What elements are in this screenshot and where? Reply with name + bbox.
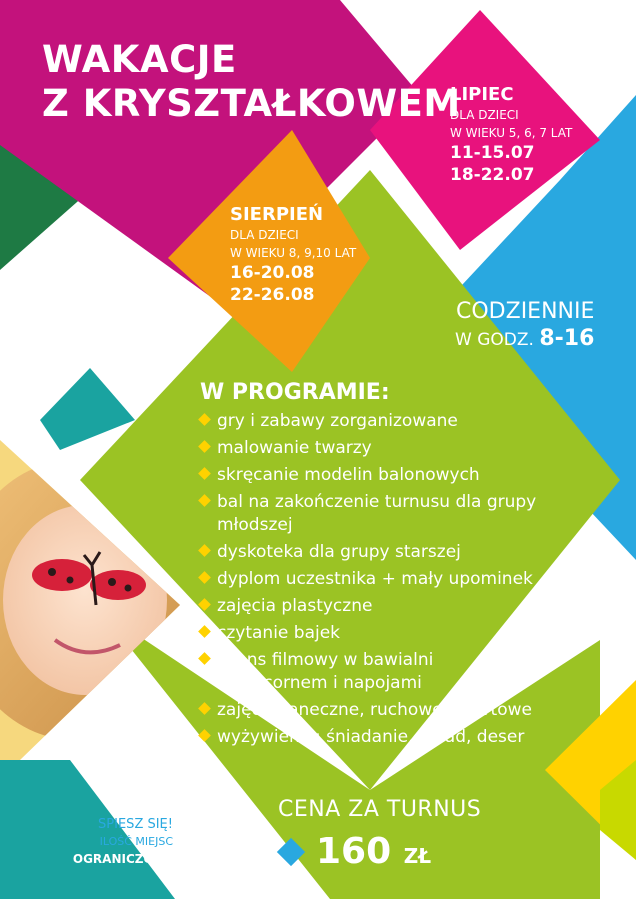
list-item-text: dyplom uczestnika + mały upominek	[217, 569, 533, 589]
august-info	[230, 204, 356, 306]
diamond-bullet-icon	[198, 413, 211, 426]
notice-line-3: OGRANICZONA	[72, 852, 173, 866]
diamond-icon	[277, 838, 305, 866]
july-info	[450, 84, 572, 186]
list-item	[200, 649, 536, 695]
price-currency: ZŁ	[403, 844, 432, 868]
notice-line-2: ILOŚĆ MIEJSC	[99, 835, 173, 848]
list-item-text-continued: z popcornem i napojami	[217, 673, 422, 693]
diamond-bullet-icon	[198, 440, 211, 453]
diamond-bullet-icon	[198, 598, 211, 611]
daily-hours-line	[455, 326, 594, 353]
august-age-line-2: W WIEKU 8, 9,10 LAT	[230, 246, 357, 260]
daily-hours-value: 8-16	[539, 326, 595, 351]
daily-label: CODZIENNIE	[456, 299, 595, 324]
list-item-text-continued: młodszej	[217, 515, 293, 535]
july-age-line-1: DLA DZIECI	[450, 108, 519, 122]
list-item	[200, 437, 536, 460]
diamond-bullet-icon	[198, 625, 211, 638]
program-list	[200, 410, 536, 749]
diamond-bullet-icon	[198, 544, 211, 557]
daily-hours	[455, 298, 594, 353]
list-item-text: malowanie twarzy	[217, 438, 372, 458]
list-item-text: gry i zabawy zorganizowane	[217, 411, 458, 431]
list-item	[200, 622, 536, 645]
july-month: LIPIEC	[450, 84, 514, 105]
list-item	[200, 595, 536, 618]
list-item-text: zajęcia taneczne, ruchowe, sportowe	[217, 700, 532, 720]
diamond-bullet-icon	[198, 652, 211, 665]
daily-hours-prefix: W GODZ.	[455, 330, 534, 350]
list-item-text: dyskoteka dla grupy starszej	[217, 542, 461, 562]
list-item-text: czytanie bajek	[217, 623, 341, 643]
notice-line-1: SPIESZ SIĘ!	[98, 817, 173, 832]
august-date-2: 22-26.08	[230, 285, 315, 305]
poster-title	[42, 38, 461, 126]
july-date-2: 18-22.07	[450, 165, 535, 185]
title-line-2: Z KRYSZTAŁKOWEM	[42, 82, 461, 125]
limited-places-notice	[73, 816, 173, 868]
list-item	[200, 410, 536, 433]
list-item	[200, 541, 536, 564]
price-value: 160	[316, 831, 392, 872]
price-section	[278, 796, 481, 876]
list-item-text: skręcanie modelin balonowych	[217, 465, 480, 485]
august-month: SIERPIEŃ	[230, 204, 324, 225]
diamond-bullet-icon	[198, 571, 211, 584]
list-item-text: zajęcia plastyczne	[217, 596, 373, 616]
list-item	[200, 568, 536, 591]
list-item	[200, 699, 536, 722]
list-item	[200, 491, 536, 537]
list-item	[200, 726, 536, 749]
diamond-bullet-icon	[198, 467, 211, 480]
diamond-bullet-icon	[198, 702, 211, 715]
august-age-line-1: DLA DZIECI	[230, 228, 299, 242]
july-age-line-2: W WIEKU 5, 6, 7 LAT	[450, 126, 573, 140]
program-section	[200, 378, 536, 753]
august-date-1: 16-20.08	[230, 263, 315, 283]
price-amount	[316, 830, 431, 878]
title-line-1: WAKACJE	[42, 38, 237, 81]
list-item-text: wyżywienie: śniadanie, obiad, deser	[217, 727, 525, 747]
diamond-bullet-icon	[198, 494, 211, 507]
price-label: CENA ZA TURNUS	[278, 797, 482, 822]
list-item-text: bal na zakończenie turnusu dla grupy	[217, 492, 537, 512]
july-date-1: 11-15.07	[450, 143, 535, 163]
list-item	[200, 464, 536, 487]
price-row	[278, 830, 481, 876]
program-title: W PROGRAMIE:	[200, 380, 390, 405]
diamond-bullet-icon	[198, 729, 211, 742]
list-item-text: seans filmowy w bawialni	[217, 650, 434, 670]
